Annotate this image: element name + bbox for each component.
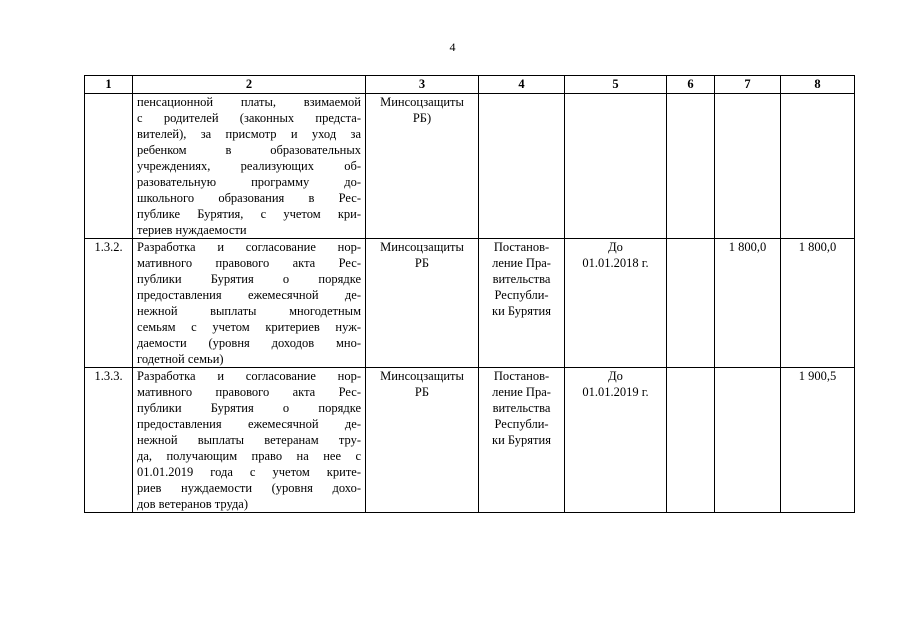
header-col-8: 8 (781, 76, 855, 94)
row-description-line: мативного правового акта Рес- (137, 256, 361, 270)
row-deadline (565, 94, 667, 239)
row-executor-line: Минсоцзащиты (380, 369, 464, 383)
row-number (85, 94, 133, 239)
row-document-line: ление Пра- (492, 385, 551, 399)
row-col7-amount: 1 800,0 (715, 239, 781, 368)
header-col-3: 3 (366, 76, 479, 94)
row-description-line: годетной семьи) (137, 352, 224, 366)
row-description (133, 368, 366, 513)
row-description-line: школьного образования в Рес- (137, 191, 361, 205)
row-description (133, 239, 366, 368)
row-document-line: Постанов- (493, 369, 550, 383)
row-col7-amount (715, 94, 781, 239)
row-description-line: нежной выплаты ветеранам тру- (137, 433, 361, 447)
row-description-line: вителей), за присмотр и уход за (137, 127, 361, 141)
row-description-line: Разработка и согласование нор- (137, 240, 361, 254)
row-description-line: предоставления ежемесячной де- (137, 288, 361, 302)
row-document (479, 239, 565, 368)
row-col8-amount (781, 94, 855, 239)
row-document-line: ки Бурятия (492, 304, 551, 318)
header-col-6: 6 (667, 76, 715, 94)
header-col-2: 2 (133, 76, 366, 94)
row-deadline-line: До (608, 369, 623, 383)
row-executor-line: РБ (414, 385, 430, 399)
row-description-line: публики Бурятия о порядке (137, 401, 361, 415)
row-description-line: нежной выплаты многодетным (137, 304, 361, 318)
row-document (479, 94, 565, 239)
row-document (479, 368, 565, 513)
row-col6-amount (667, 368, 715, 513)
row-description-line: мативного правового акта Рес- (137, 385, 361, 399)
row-executor-line: Минсоцзащиты (380, 240, 464, 254)
row-description-line: семьям с учетом критериев нуж- (137, 320, 361, 334)
row-description-line: 01.01.2019 года с учетом крите- (137, 465, 361, 479)
row-document-line: вительства (492, 272, 551, 286)
row-col7-amount (715, 368, 781, 513)
row-deadline-line: 01.01.2018 г. (582, 256, 649, 270)
row-executor (366, 368, 479, 513)
row-description-line: предоставления ежемесячной де- (137, 417, 361, 431)
row-document-line: ки Бурятия (492, 433, 551, 447)
row-col6-amount (667, 94, 715, 239)
row-document-line: Республи- (494, 288, 549, 302)
row-document-line: вительства (492, 401, 551, 415)
table-row (85, 239, 855, 368)
table-header-row (85, 76, 855, 94)
row-description-line: Разработка и согласование нор- (137, 369, 361, 383)
page-number: 4 (449, 40, 456, 54)
row-description-line: с родителей (законных предста- (137, 111, 361, 125)
row-description-line: публике Бурятия, с учетом кри- (137, 207, 361, 221)
row-description-line: публики Бурятия о порядке (137, 272, 361, 286)
row-col8-amount: 1 900,5 (781, 368, 855, 513)
row-executor-line: Минсоцзащиты (380, 95, 464, 109)
row-description-line: ребенком в образовательных (137, 143, 361, 157)
row-description-line: териев нуждаемости (137, 223, 247, 237)
row-deadline (565, 368, 667, 513)
row-description-line: да, получающим право на нее с (137, 449, 361, 463)
header-col-5: 5 (565, 76, 667, 94)
row-description-line: разовательную программу до- (137, 175, 361, 189)
row-description-line: учреждениях, реализующих об- (137, 159, 361, 173)
row-executor-line: РБ) (412, 111, 432, 125)
row-document-line: Республи- (494, 417, 549, 431)
row-deadline-line: 01.01.2019 г. (582, 385, 649, 399)
row-document-line: ление Пра- (492, 256, 551, 270)
row-col6-amount (667, 239, 715, 368)
row-number: 1.3.2. (85, 239, 133, 368)
row-number: 1.3.3. (85, 368, 133, 513)
row-executor (366, 239, 479, 368)
table-body (85, 94, 855, 513)
row-document-line: Постанов- (493, 240, 550, 254)
row-description (133, 94, 366, 239)
measures-table (84, 75, 855, 513)
table-row (85, 94, 855, 239)
header-col-7: 7 (715, 76, 781, 94)
header-col-4: 4 (479, 76, 565, 94)
row-description-line: даемости (уровня доходов мно- (137, 336, 361, 350)
row-deadline (565, 239, 667, 368)
row-executor-line: РБ (414, 256, 430, 270)
header-col-1: 1 (85, 76, 133, 94)
row-col8-amount: 1 800,0 (781, 239, 855, 368)
row-executor (366, 94, 479, 239)
row-deadline-line: До (608, 240, 623, 254)
row-description-line: пенсационной платы, взимаемой (137, 95, 361, 109)
table-row (85, 368, 855, 513)
row-description-line: риев нуждаемости (уровня дохо- (137, 481, 361, 495)
row-description-line: дов ветеранов труда) (137, 497, 249, 511)
